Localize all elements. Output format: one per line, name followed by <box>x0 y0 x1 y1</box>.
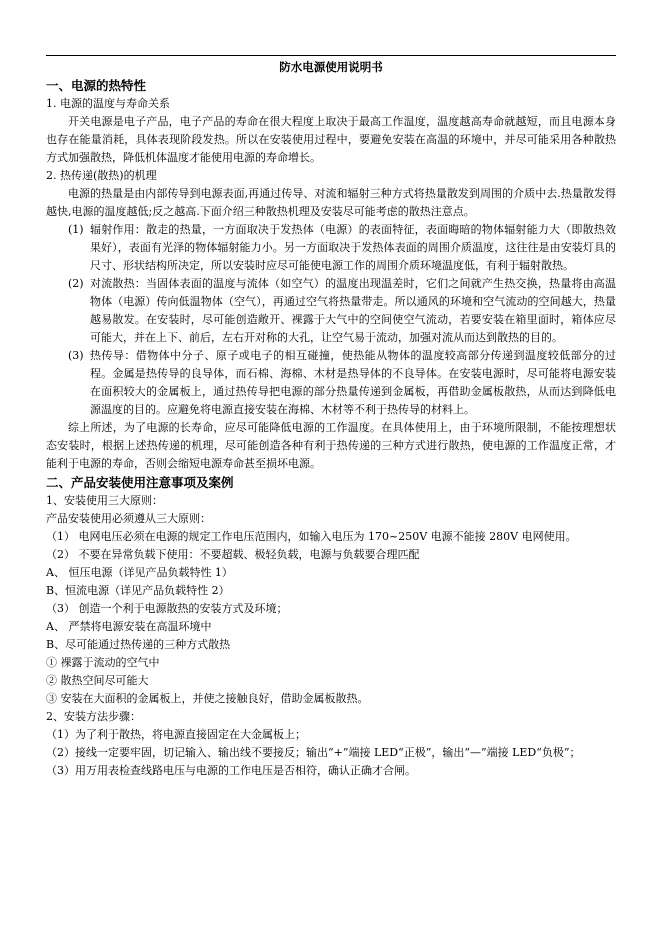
text-line: （3）用万用表检查线路电压与电源的工作电压是否相符，确认正确才合闸。 <box>46 764 416 777</box>
list-item-number: (3) <box>68 349 84 362</box>
section-heading-installation: 二、产品安装使用注意事项及案例 <box>46 475 234 490</box>
list-item-conduction <box>68 347 616 419</box>
list-item-convection <box>68 275 616 347</box>
text-line: 2、安装方法步骤： <box>46 710 141 723</box>
list-item-text: 辐射作用：散走的热量，一方面取决于发热体（电源）的表面特征，表面晦暗的物体辐射能力大（即散热效果好），表面有光泽的物体辐射能力小。另一方面取决于发热体表面的周围介质温度，这往往是由安装灯具的尺寸、形状结构所决定，所以安装时应尽可能使电源工作的周围介质环境温度低，有利于辐射散热。 <box>90 223 616 272</box>
subheading-temperature-lifetime: 1. 电源的温度与寿命关系 <box>46 97 170 110</box>
paragraph-heat-transfer: 电源的热量是由内部传导到电源表面,再通过传导、对流和辐射三种方式将热量散发到周围的介质中去.热量散发得越快,电源的温度越低;反之越高.下面介绍三种散热机理及安装尽可能考虑的散热注意点。 <box>46 187 616 218</box>
text-line: B、尽可能通过热传递的三种方式散热 <box>46 638 231 651</box>
document-title: 防水电源使用说明书 <box>279 60 383 74</box>
text-line: （1）为了利于散热，将电源直接固定在大金属板上； <box>46 728 306 741</box>
list-item-number: (1) <box>68 223 84 236</box>
text-line: A、 恒压电源（详见产品负载特性 1） <box>46 566 233 579</box>
text-line: ① 裸露于流动的空气中 <box>46 656 160 669</box>
text-line: ③ 安装在大面积的金属板上，并使之接触良好，借助金属板散热。 <box>46 692 369 705</box>
subheading-heat-transfer: 2. 热传递(散热)的机理 <box>46 169 157 182</box>
text-line: （2） 不要在异常负载下使用：不要超载、极轻负载，电源与负载要合理匹配 <box>46 548 420 561</box>
list-item-text: 热传导：借物体中分子、原子或电子的相互碰撞，使热能从物体的温度较高部分传递到温度较低部分的过程。金属是热传导的良导体，而石棉、海棉、木材是热导体的不良导体。在安装电源时，尽可能将电源安装在面积较大的金属板上，通过热传导把电源的部分热量传递到金属板，再借助金属板散热，从而达到降低电源温度的目的。应避免将电源直接安装在海棉、木材等不利于热传导的材料上。 <box>90 349 616 416</box>
text-line: （1） 电网电压必须在电源的规定工作电压范围内，如输入电压为 170~250V 电源不能接 280V 电网使用。 <box>46 530 577 543</box>
list-item-number: (2) <box>68 277 84 290</box>
paragraph-temperature-lifetime: 开关电源是电子产品，电子产品的寿命在很大程度上取决于最高工作温度，温度越高寿命就越短，而且电源本身也存在能量消耗，具体表现阶段发热。所以在安装使用过程中，要避免安装在高温的环境中，并尽可能采用各种散热方式加强散热，降低机体温度才能使用电源的寿命增长。 <box>46 115 616 164</box>
list-item-radiation <box>68 221 616 275</box>
document-page <box>46 58 616 780</box>
text-line: （3） 创造一个利于电源散热的安装方式及环境； <box>46 602 288 615</box>
text-line: B、恒流电源（详见产品负载特性 2） <box>46 584 230 597</box>
text-line: 产品安装使用必须遵从三大原则： <box>46 512 211 525</box>
list-item-text: 对流散热：当固体表面的温度与流体（如空气）的温度出现温差时，它们之间就产生热交换，热量将由高温物体（电源）传向低温物体（空气），再通过空气将热量带走。所以通风的环境和空气流动的空间越大，热量越易散发。在安装时，尽可能创造敞开、裸露于大气中的空间使空气流动，若要安装在箱里面时，箱体应尽可能大，并在上下、前后，左右开对称的大孔，让空气易于流动，加强对流从而达到散热的目的。 <box>90 277 616 344</box>
header-rule <box>46 55 616 56</box>
text-line-wrapped: （2）接线一定要牢固，切记输入、输出线不要接反；输出“+”端接 LED“正极”，输出“—”端接 LED“负极”； <box>46 746 581 759</box>
text-line: A、 严禁将电源安装在高温环境中 <box>46 620 212 633</box>
section-heading-thermal: 一、电源的热特性 <box>46 78 147 93</box>
text-line: 1、安装使用三大原则： <box>46 494 163 507</box>
text-line: ② 散热空间尽可能大 <box>46 674 149 687</box>
paragraph-summary: 综上所述，为了电源的长寿命，应尽可能降低电源的工作温度。在具体使用上，由于环境所限制，不能按理想状态安装时，根据上述热传递的机理，尽可能创造各种有利于热传递的三种方式进行散热，使电源的工作温度正常，才能利于电源的寿命，否则会缩短电源寿命甚至损坏电源。 <box>46 421 616 470</box>
